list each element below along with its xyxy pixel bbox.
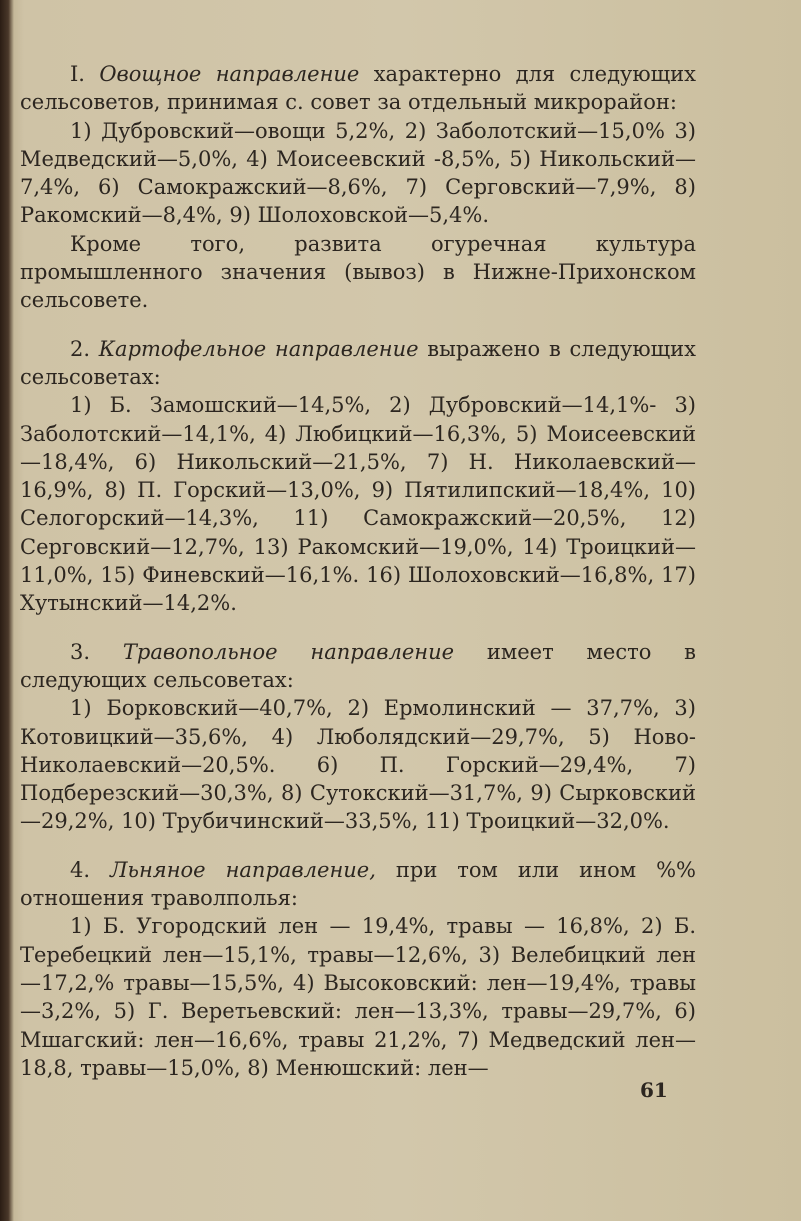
section-vegetable (20, 60, 696, 315)
paragraph: 1) Б. Угородский лен — 19,4%, травы — 16,8%, 2) Б. Теребецкий лен—15,1%, травы—12,6%, 3) Велебицкий лен—17,2,% травы—15,5%, 4) Высоковский: лен—19,4%, травы—3,2%, 5) Г. Веретьевский: лен—13,3%, травы—29,7%, 6) Мшагский: лен—16,6%, травы 21,2%, 7) Медведский лен—18,8, травы—15,0%, 8) Менюшский: лен— (20, 914, 696, 1080)
section-title: Травопольное направление (122, 639, 455, 664)
section-title: Овощное направление (99, 62, 360, 86)
section-grassland (20, 638, 696, 836)
section-intro: выражено в следующих сельсоветах: (20, 336, 696, 389)
section-heading (20, 638, 696, 695)
paragraph: 1) Дубровский—овощи 5,2%, 2) Заболотский—15,0% 3) Медведский—5,0%, 4) Моисеевский -8,5%, 5) Никольский—7,4%, 6) Самокражский—8,6%, 7) Серговский—7,9%, 8) Ракомский—8,4%, 9) Шолоховской—5,4%. (20, 118, 696, 228)
section-number: 4. (70, 857, 111, 882)
paragraph: 1) Борковский—40,7%, 2) Ермолинский — 37,7%, 3) Котовицкий—35,6%, 4) Люболядский—29,7%, 5) Ново-Николаевский—20,5%. 6) П. Горский—29,4%, 7) Подберезский—30,3%, 8) Сутокский—31,7%, 9) Сырковский—29,2%, 10) Трубичинский—33,5%, 11) Троицкий—32,0%. (20, 696, 696, 834)
page-text (20, 60, 696, 1102)
section-heading (20, 335, 696, 392)
section-number: 3. (70, 639, 123, 664)
page-number: 61 (640, 1078, 668, 1102)
section-title: Льняное направление, (110, 857, 376, 882)
section-heading (20, 60, 696, 117)
section-flax (20, 856, 696, 1082)
section-heading (20, 856, 696, 913)
section-title: Картофельное направление (98, 336, 419, 361)
paragraph: Кроме того, развита огуречная культура промышленного значения (вывоз) в Нижне-Прихонском сельсовете. (20, 231, 696, 313)
section-number: 2. (70, 336, 99, 361)
section-potato (20, 335, 696, 618)
section-intro: имеет место в следующих сельсоветах: (20, 639, 696, 692)
section-intro: при том или ином %% отношения траволполья: (20, 857, 696, 911)
section-number: I. (70, 62, 100, 86)
section-intro: характерно для следующих сельсоветов, принимая с. совет за отдельный микрорайон: (20, 62, 696, 115)
book-spine-shadow (0, 0, 14, 1221)
paragraph: 1) Б. Замошский—14,5%, 2) Дубровский—14,1%- 3) Заболотский—14,1%, 4) Любицкий—16,3%, 5) Моисеевский—18,4%, 6) Никольский—21,5%, 7) Н. Николаевский—16,9%, 8) П. Горский—13,0%, 9) Пятилипский—18,4%, 10) Селогорский—14,3%, 11) Самокражский—20,5%, 12) Серговский—12,7%, 13) Ракомский—19,0%, 14) Троицкий—11,0%, 15) Финевский—16,1%. 16) Шолоховский—16,8%, 17) Хутынский—14,2%. (20, 393, 696, 616)
